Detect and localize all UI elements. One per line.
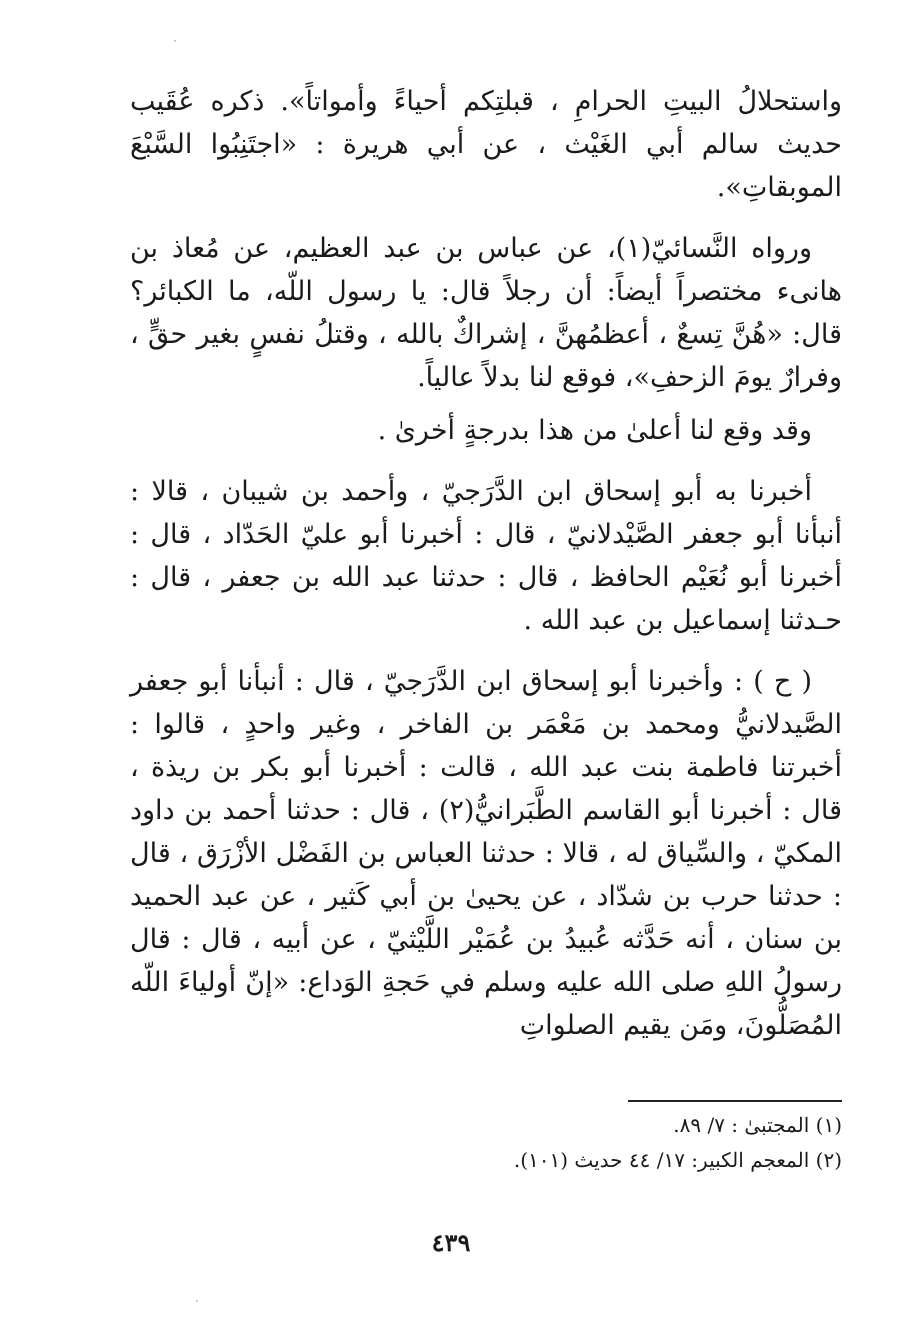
scan-speck — [196, 1300, 198, 1302]
page-number: ٤٣٩ — [431, 1228, 471, 1257]
paragraph-5: ( ح ) : وأخبرنا أبو إسحاق ابن الدَّرَجيّ ، قال : أنبأنا أبو جعفر الصَّيدلانيُّ ومحمد بن مَعْمَر بن الفاخر ، وغير واحدٍ ، قالوا : أخبرتنا فاطمة بنت عبد الله ، قالت : أخبرنا أبو بكر بن ريذة ، قال : أخبرنا أبو القاسم الطَّبَرانيُّ(٢) ، قال : حدثنا أحمد بن داود المكيّ ، والسِّياق له ، قالا : حدثنا العباس بن الفَضْل الأزْرَق ، قال : حدثنا حرب بن شدّاد ، عن يحيىٰ بن أبي كَثير ، عن عبد الحميد بن سنان ، أنه حَدَّثه عُبيدُ بن عُمَيْر اللَّيْثيّ ، عن أبيه ، قال : قال رسولُ اللهِ صلى الله عليه وسلم في حَجةِ الوَداع: «إنّ أولياءَ اللّه المُصَلُّونَ، ومَن يقيم الصلواتِ — [130, 666, 842, 1041]
footnote-divider — [628, 1100, 842, 1102]
paragraph-1: واستحلالُ البيتِ الحرامِ ، قبلتِكم أحياءً وأمواتاً». ذكره عُقَيب حديث سالم أبي الغَيْث ، عن أبي هريرة : «اجتَنِبُوا السَّبْعَ الموبقاتِ». — [130, 86, 842, 203]
footnotes — [430, 1108, 842, 1178]
paragraph-4: أخبرنا به أبو إسحاق ابن الدَّرَجيّ ، وأحمد بن شيبان ، قالا : أنبأنا أبو جعفر الصَّيْدلانيّ ، قال : أخبرنا أبو عليّ الحَدّاد ، قال : أخبرنا أبو نُعَيْم الحافظ ، قال : حدثنا عبد الله بن جعفر ، قال : حـدثنا إسماعيل بن عبد الله . — [130, 476, 842, 636]
footnote-2: (٢) المعجم الكبير: ١٧/ ٤٤ حديث (١٠١). — [513, 1148, 842, 1172]
paragraph-2: ورواه النَّسائيّ(١)، عن عباس بن عبد العظيم، عن مُعاذ بن هانىء مختصراً أيضاً: أن رجلاً قال: يا رسول اللّه، ما الكبائر؟ قال: «هُنَّ تِسعٌ ، أعظمُهنَّ ، إشراكٌ بالله ، وقتلُ نفسٍ بغير حقٍّ ، وفرارٌ يومَ الزحفِ»، فوقع لنا بدلاً عالياً. — [130, 233, 842, 393]
main-text — [130, 80, 842, 1047]
footnote-1: (١) المجتبىٰ : ٧/ ٨٩. — [673, 1113, 842, 1137]
scan-speck — [174, 40, 176, 42]
paragraph-3: وقد وقع لنا أعلىٰ من هذا بدرجةٍ أخرىٰ . — [377, 415, 812, 446]
